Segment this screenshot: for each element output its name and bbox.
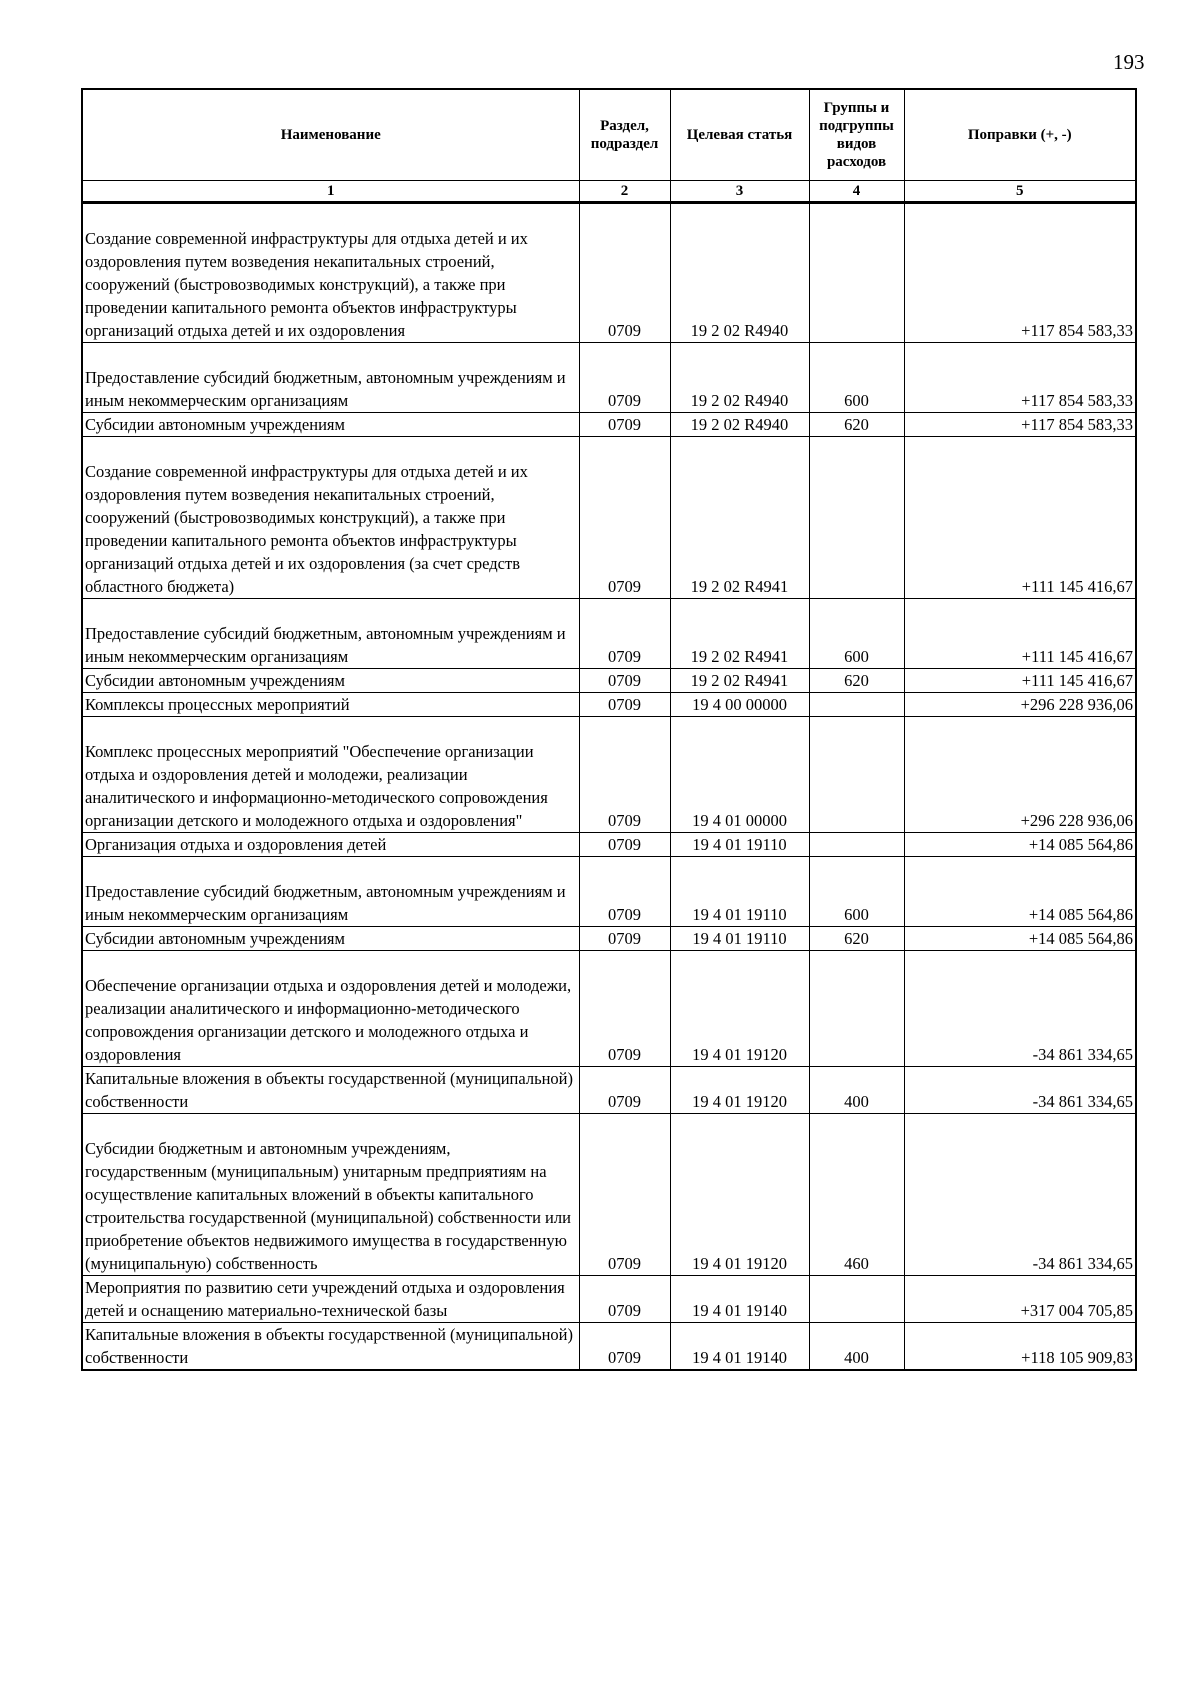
column-number: 5 xyxy=(904,181,1136,203)
row-amount: +14 085 564,86 xyxy=(904,857,1136,927)
table-row xyxy=(82,693,1136,717)
row-name xyxy=(82,1114,579,1276)
row-spacer xyxy=(85,599,577,622)
row-article: 19 2 02 R4941 xyxy=(670,669,809,693)
row-article: 19 2 02 R4940 xyxy=(670,203,809,343)
row-section: 0709 xyxy=(579,1114,670,1276)
table-row xyxy=(82,927,1136,951)
budget-table xyxy=(81,88,1137,1371)
column-number: 2 xyxy=(579,181,670,203)
row-article: 19 2 02 R4940 xyxy=(670,343,809,413)
row-article: 19 2 02 R4940 xyxy=(670,413,809,437)
row-group: 460 xyxy=(809,1114,904,1276)
header-name: Наименование xyxy=(82,89,579,181)
row-group xyxy=(809,951,904,1067)
row-spacer xyxy=(85,1114,577,1137)
row-amount: +317 004 705,85 xyxy=(904,1276,1136,1323)
row-name xyxy=(82,951,579,1067)
row-group: 620 xyxy=(809,669,904,693)
table-row xyxy=(82,717,1136,833)
row-name-text: Создание современной инфраструктуры для отдыха детей и их оздоровления путем возведения некапитальных строений, сооружений (быстровозводимых конструкций), а также при проведении капитального ремонта объектов инфраструктуры организаций отдыха детей и их оздоровления (за счет средств областного бюджета) xyxy=(85,462,528,596)
table-row xyxy=(82,437,1136,599)
row-spacer xyxy=(85,437,577,460)
header-amount: Поправки (+, -) xyxy=(904,89,1136,181)
table-row xyxy=(82,1276,1136,1323)
column-number: 3 xyxy=(670,181,809,203)
row-name: Субсидии автономным учреждениям xyxy=(82,669,579,693)
row-section: 0709 xyxy=(579,669,670,693)
row-amount: +117 854 583,33 xyxy=(904,343,1136,413)
row-article: 19 4 01 19110 xyxy=(670,857,809,927)
row-article: 19 4 01 19110 xyxy=(670,833,809,857)
column-number: 4 xyxy=(809,181,904,203)
row-section: 0709 xyxy=(579,203,670,343)
row-name: Капитальные вложения в объекты государственной (муниципальной) собственности xyxy=(82,1323,579,1371)
row-name-text: Предоставление субсидий бюджетным, автономным учреждениям и иным некоммерческим организациям xyxy=(85,624,566,666)
row-name xyxy=(82,599,579,669)
row-group xyxy=(809,833,904,857)
row-article: 19 2 02 R4941 xyxy=(670,437,809,599)
row-amount: -34 861 334,65 xyxy=(904,1114,1136,1276)
row-amount: +111 145 416,67 xyxy=(904,599,1136,669)
row-section: 0709 xyxy=(579,343,670,413)
row-spacer xyxy=(85,204,577,227)
row-group xyxy=(809,203,904,343)
row-name: Капитальные вложения в объекты государственной (муниципальной) собственности xyxy=(82,1067,579,1114)
row-group xyxy=(809,437,904,599)
row-name xyxy=(82,437,579,599)
table-row xyxy=(82,343,1136,413)
row-spacer xyxy=(85,717,577,740)
row-group xyxy=(809,1276,904,1323)
header-article: Целевая статья xyxy=(670,89,809,181)
row-name xyxy=(82,203,579,343)
row-name-text: Субсидии бюджетным и автономным учреждениям, государственным (муниципальным) унитарным предприятиям на осуществление капитальных вложений в объекты капитального строительства государственной (муниципальной) собственности или приобретение объектов недвижимого имущества в государственную (муниципальную) собственность xyxy=(85,1139,571,1273)
table-row xyxy=(82,1114,1136,1276)
row-spacer xyxy=(85,343,577,366)
row-section: 0709 xyxy=(579,927,670,951)
row-name: Комплексы процессных мероприятий xyxy=(82,693,579,717)
row-amount: -34 861 334,65 xyxy=(904,1067,1136,1114)
row-amount: +14 085 564,86 xyxy=(904,833,1136,857)
row-name-text: Комплекс процессных мероприятий "Обеспечение организации отдыха и оздоровления детей и молодежи, реализации аналитического и информационно-методического сопровождения организации детского и молодежного отдыха и оздоровления" xyxy=(85,742,548,830)
row-name: Организация отдыха и оздоровления детей xyxy=(82,833,579,857)
row-amount: +14 085 564,86 xyxy=(904,927,1136,951)
row-section: 0709 xyxy=(579,413,670,437)
row-name-text: Создание современной инфраструктуры для отдыха детей и их оздоровления путем возведения некапитальных строений, сооружений (быстровозводимых конструкций), а также при проведении капитального ремонта объектов инфраструктуры организаций отдыха детей и их оздоровления xyxy=(85,229,528,340)
row-group: 600 xyxy=(809,857,904,927)
row-amount: +111 145 416,67 xyxy=(904,437,1136,599)
row-section: 0709 xyxy=(579,857,670,927)
row-group: 400 xyxy=(809,1323,904,1371)
header-group: Группы и подгруппы видов расходов xyxy=(809,89,904,181)
row-amount: +296 228 936,06 xyxy=(904,693,1136,717)
row-section: 0709 xyxy=(579,1323,670,1371)
table-row xyxy=(82,413,1136,437)
column-number-row xyxy=(82,181,1136,203)
table-row xyxy=(82,203,1136,343)
row-section: 0709 xyxy=(579,717,670,833)
row-name: Субсидии автономным учреждениям xyxy=(82,413,579,437)
row-amount: +117 854 583,33 xyxy=(904,413,1136,437)
table-body xyxy=(82,203,1136,1371)
row-name: Субсидии автономным учреждениям xyxy=(82,927,579,951)
table-row xyxy=(82,669,1136,693)
row-article: 19 4 01 19120 xyxy=(670,1067,809,1114)
row-article: 19 2 02 R4941 xyxy=(670,599,809,669)
row-name: Мероприятия по развитию сети учреждений отдыха и оздоровления детей и оснащению материально-технической базы xyxy=(82,1276,579,1323)
row-spacer xyxy=(85,857,577,880)
row-article: 19 4 01 19140 xyxy=(670,1323,809,1371)
row-group: 620 xyxy=(809,927,904,951)
page-number: 193 xyxy=(1113,50,1145,74)
table-row xyxy=(82,833,1136,857)
row-article: 19 4 01 19120 xyxy=(670,1114,809,1276)
row-article: 19 4 00 00000 xyxy=(670,693,809,717)
row-article: 19 4 01 19120 xyxy=(670,951,809,1067)
row-group: 600 xyxy=(809,343,904,413)
row-article: 19 4 01 19140 xyxy=(670,1276,809,1323)
table-row xyxy=(82,1067,1136,1114)
row-article: 19 4 01 19110 xyxy=(670,927,809,951)
row-spacer xyxy=(85,951,577,974)
header-section: Раздел, подраздел xyxy=(579,89,670,181)
row-amount: +117 854 583,33 xyxy=(904,203,1136,343)
row-section: 0709 xyxy=(579,951,670,1067)
row-group xyxy=(809,717,904,833)
row-name-text: Предоставление субсидий бюджетным, автономным учреждениям и иным некоммерческим организациям xyxy=(85,368,566,410)
row-name-text: Предоставление субсидий бюджетным, автономным учреждениям и иным некоммерческим организациям xyxy=(85,882,566,924)
row-amount: +296 228 936,06 xyxy=(904,717,1136,833)
row-name xyxy=(82,717,579,833)
row-section: 0709 xyxy=(579,833,670,857)
row-group: 620 xyxy=(809,413,904,437)
row-name-text: Обеспечение организации отдыха и оздоровления детей и молодежи, реализации аналитического и информационно-методического сопровождения организации детского и молодежного отдыха и оздоровления xyxy=(85,976,572,1064)
header-row xyxy=(82,89,1136,181)
row-section: 0709 xyxy=(579,599,670,669)
row-section: 0709 xyxy=(579,1276,670,1323)
row-name xyxy=(82,343,579,413)
column-number: 1 xyxy=(82,181,579,203)
row-name xyxy=(82,857,579,927)
row-section: 0709 xyxy=(579,1067,670,1114)
row-amount: -34 861 334,65 xyxy=(904,951,1136,1067)
row-amount: +118 105 909,83 xyxy=(904,1323,1136,1371)
row-section: 0709 xyxy=(579,693,670,717)
row-group: 600 xyxy=(809,599,904,669)
row-article: 19 4 01 00000 xyxy=(670,717,809,833)
row-group: 400 xyxy=(809,1067,904,1114)
row-section: 0709 xyxy=(579,437,670,599)
row-group xyxy=(809,693,904,717)
table-row xyxy=(82,857,1136,927)
table-row xyxy=(82,1323,1136,1371)
table-row xyxy=(82,599,1136,669)
table-row xyxy=(82,951,1136,1067)
row-amount: +111 145 416,67 xyxy=(904,669,1136,693)
